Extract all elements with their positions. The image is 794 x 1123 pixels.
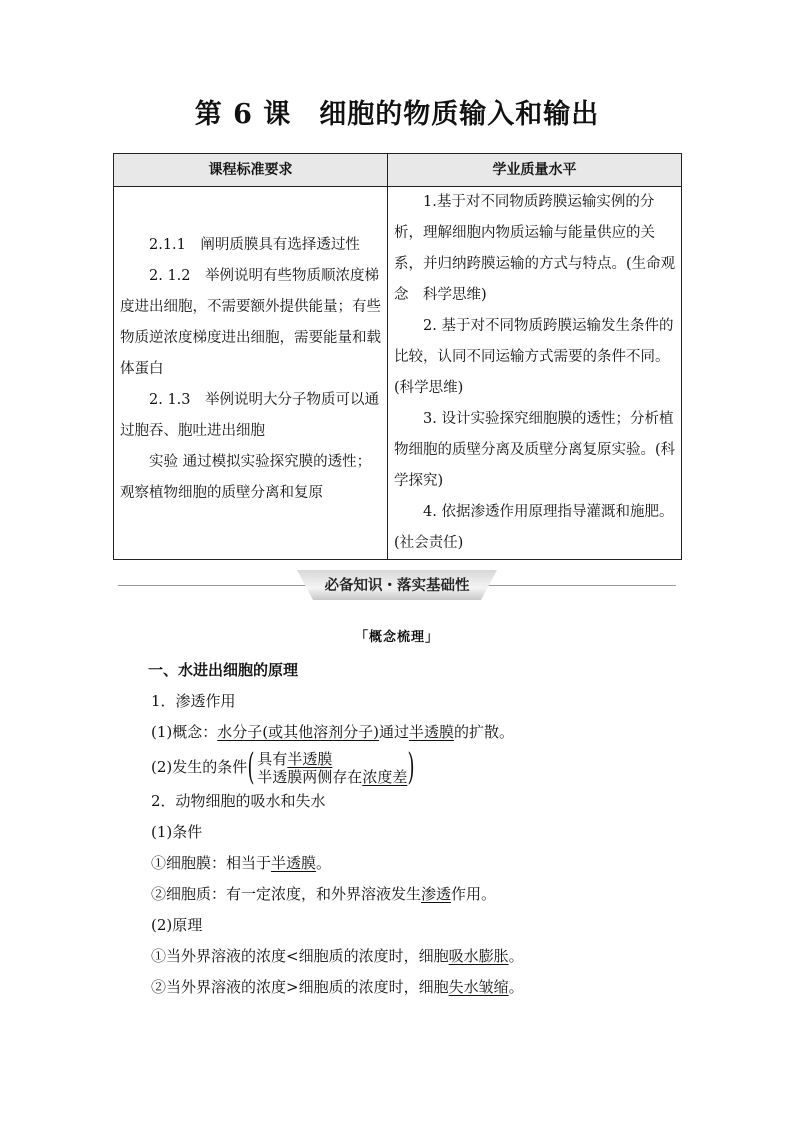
left-brace-icon: (: [247, 747, 255, 788]
item-text: ①当外界溶液的浓度<细胞质的浓度时，细胞: [151, 947, 449, 965]
condition-2: [257, 768, 407, 786]
banner-line-left: [118, 585, 308, 586]
banner-line-right: [486, 585, 676, 586]
quality-cell: [388, 187, 682, 560]
concept-line: [151, 717, 711, 748]
section-tag: 「概念梳理」: [354, 630, 439, 645]
condition-list: [257, 750, 407, 786]
quality-item: 1.基于对不同物质跨膜运输实例的分析，理解细胞内物质运输与能量供应的关系，并归纳跨膜运输的方式与特点。(生命观念 科学思维): [394, 194, 676, 303]
item-answer: 半透膜: [271, 854, 317, 872]
list-item: [151, 848, 711, 879]
right-brace-icon: ): [407, 747, 415, 788]
condition-line: [151, 748, 711, 786]
list-item: [151, 972, 711, 1003]
item-text: ②当外界溶液的浓度>细胞质的浓度时，细胞: [151, 978, 449, 996]
standards-cell: [114, 187, 388, 560]
table-header-standards: 课程标准要求: [114, 154, 388, 187]
condition-2-prefix: 半透膜两侧存在: [257, 768, 363, 786]
concept-answer-1: 水分子(或其他溶剂分子): [217, 723, 379, 741]
banner-text: 必备知识・落实基础性: [324, 578, 470, 594]
item-suffix: 。: [316, 854, 332, 872]
standard-item: 2. 1.3 举例说明大分子物质可以通过胞吞、胞吐进出细胞: [120, 392, 380, 439]
heading-1: 一、水进出细胞的原理: [148, 661, 299, 679]
heading-2: 2．动物细胞的吸水和失水: [151, 792, 326, 810]
list-item: [151, 879, 711, 910]
table-header-quality: 学业质量水平: [388, 154, 682, 187]
standard-item: 2. 1.2 举例说明有些物质顺浓度梯度进出细胞，不需要额外提供能量；有些物质逆浓度梯度进出细胞，需要能量和载体蛋白: [120, 268, 381, 377]
item-suffix: 作用。: [451, 885, 497, 903]
quality-item: 4. 依据渗透作用原理指导灌溉和施肥。(社会责任): [394, 504, 674, 551]
item-suffix: 。: [508, 947, 524, 965]
heading-2: 1．渗透作用: [151, 692, 236, 710]
sub-heading: (1)条件: [151, 823, 203, 841]
condition-prefix: (2)发生的条件: [151, 758, 248, 776]
item-answer: 吸水膨胀: [448, 947, 509, 965]
concept-suffix: 的扩散。: [454, 723, 515, 741]
condition-1: [257, 750, 407, 768]
concept-prefix: (1)概念：: [151, 723, 218, 741]
sub-heading: (2)原理: [151, 916, 203, 934]
list-item: [151, 941, 711, 972]
item-answer: 渗透: [421, 885, 452, 903]
content-body: [148, 655, 711, 1003]
item-text: ②细胞质：有一定浓度，和外界溶液发生: [151, 885, 422, 903]
section-banner: [118, 570, 676, 600]
item-suffix: 。: [508, 978, 524, 996]
standards-table: [113, 153, 682, 560]
standard-item: 实验 通过模拟实验探究膜的透性；观察植物细胞的质壁分离和复原: [120, 454, 372, 501]
concept-answer-2: 半透膜: [408, 723, 454, 741]
quality-item: 2. 基于对不同物质跨膜运输发生条件的比较，认同不同运输方式需要的条件不同。(科学思维): [394, 318, 674, 396]
page-title: 第 6 课 细胞的物质输入和输出: [194, 99, 600, 130]
standard-item: 2.1.1 阐明质膜具有选择透过性: [149, 237, 360, 253]
item-text: ①细胞膜：相当于: [151, 854, 272, 872]
item-answer: 失水皱缩: [448, 978, 509, 996]
condition-1-answer: 半透膜: [287, 750, 333, 768]
concept-mid: 通过: [378, 723, 409, 741]
condition-2-answer: 浓度差: [362, 768, 408, 786]
quality-item: 3. 设计实验探究细胞膜的透性；分析植物细胞的质壁分离及质壁分离复原实验。(科学探究): [394, 411, 676, 489]
condition-1-prefix: 具有: [257, 750, 288, 768]
